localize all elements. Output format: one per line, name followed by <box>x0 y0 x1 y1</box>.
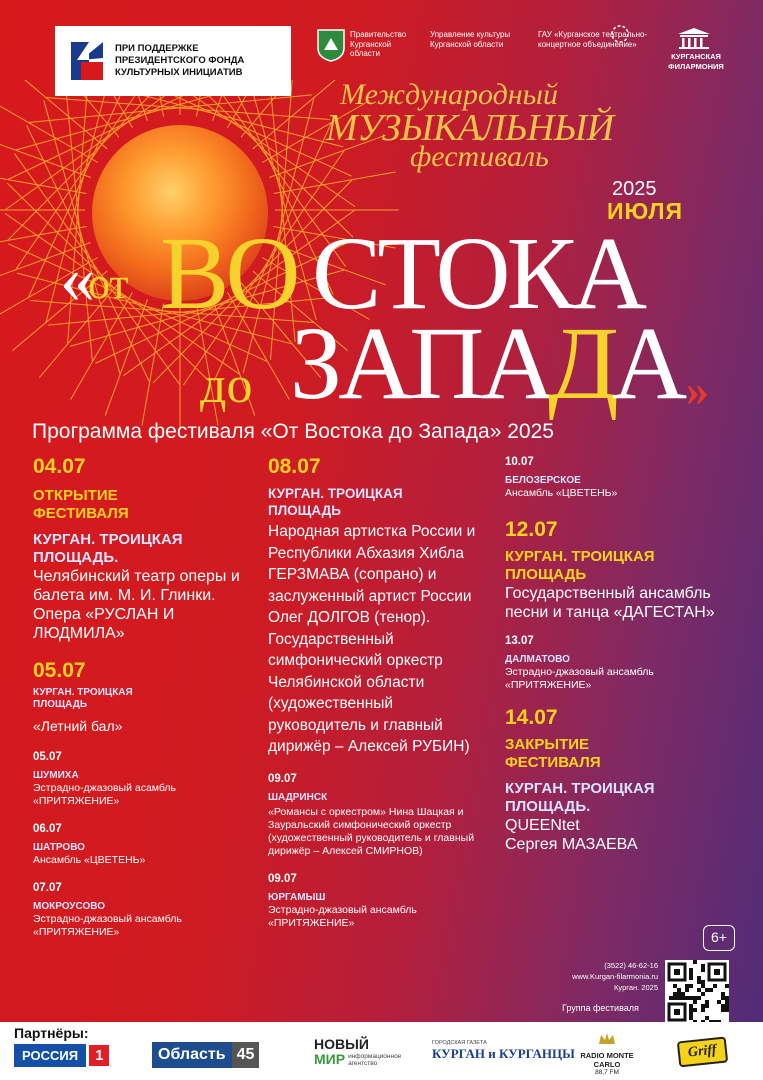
qr-module <box>693 1008 697 1012</box>
event-place: ЮРГАМЫШ <box>268 891 326 903</box>
partner-monte-carlo-freq: 88,7 FM <box>595 1069 619 1076</box>
name-stoka: СТОКА <box>312 216 644 331</box>
city-year: Курган. 2025 <box>614 983 658 992</box>
pfki-flag-icon <box>67 38 107 84</box>
org-concert-association: ГАУ «Курганское театрально-концертное объединение» <box>538 30 648 49</box>
festival-group-label: Группа фестиваля <box>562 1003 639 1013</box>
qr-module <box>721 996 725 1000</box>
qr-module <box>677 996 681 1000</box>
partners-label: Партнёры: <box>14 1025 89 1041</box>
qr-module <box>721 992 725 996</box>
qr-module <box>725 984 729 988</box>
partner-oblast45-text: Область <box>152 1042 232 1068</box>
qr-module <box>689 984 693 988</box>
name-close-arrows: » <box>686 364 709 415</box>
qr-module <box>725 996 729 1000</box>
qr-module <box>673 984 677 988</box>
event-description: Ансамбль «ЦВЕТЕНЬ» <box>33 854 146 866</box>
name-do: до <box>200 357 253 414</box>
event-description: Сергея МАЗАЕВА <box>505 836 638 853</box>
partner-griff-text: Griff <box>677 1037 728 1068</box>
partner-monte-carlo-text: RADIO MONTE CARLO <box>580 1051 634 1069</box>
qr-module <box>693 960 697 964</box>
event-place: ШУМИХА <box>33 770 79 781</box>
phone-number: (3522) 46-62-16 <box>604 961 658 970</box>
event-heading-opening: ОТКРЫТИЕ ФЕСТИВАЛЯ <box>33 487 129 522</box>
event-date: 05.07 <box>33 751 62 763</box>
qr-module <box>685 996 689 1000</box>
event-date: 14.07 <box>505 706 558 729</box>
partner-oblast45-logo <box>152 1040 259 1070</box>
partner-russia1-text: РОССИЯ <box>14 1044 86 1067</box>
event-place: КУРГАН. ТРОИЦКАЯ ПЛОЩАДЬ <box>505 548 655 583</box>
qr-module <box>725 1000 729 1004</box>
qr-module <box>685 988 689 992</box>
name-zapa: ЗАПА <box>290 306 552 421</box>
qr-module <box>701 984 705 988</box>
event-date: 06.07 <box>33 823 62 835</box>
event-date: 12.07 <box>505 518 558 541</box>
event-heading-closing: ЗАКРЫТИЕ ФЕСТИВАЛЯ <box>505 736 601 771</box>
event-place: КУРГАН. ТРОИЦКАЯ ПЛОЩАДЬ. <box>33 531 183 566</box>
event-date: 09.07 <box>268 872 297 885</box>
qr-module <box>701 992 705 996</box>
festival-month: ИЮЛЯ <box>607 198 684 224</box>
qr-module <box>701 1004 705 1008</box>
qr-module <box>705 1016 709 1020</box>
partner-griff-logo <box>678 1036 727 1068</box>
qr-module <box>701 964 705 968</box>
qr-module <box>701 1008 705 1012</box>
qr-module <box>681 996 685 1000</box>
qr-module <box>697 980 701 984</box>
age-rating-badge: 6+ <box>703 925 735 951</box>
qr-module <box>701 968 705 972</box>
event-place: БЕЛОЗЕРСКОЕ <box>505 475 581 486</box>
event-date: 04.07 <box>33 455 86 478</box>
qr-module <box>697 988 701 992</box>
event-description: Ансамбль «ЦВЕТЕНЬ» <box>505 487 618 499</box>
qr-module <box>705 1000 709 1004</box>
name-ot: от <box>88 259 129 308</box>
event-description: QUEENtet <box>505 817 580 834</box>
event-date: 09.07 <box>268 772 297 785</box>
event-description: «Летний бал» <box>33 718 123 734</box>
qr-module <box>721 1004 725 1008</box>
partner-kurgan-newspaper-text: КУРГАН и КУРГАНЦЫ <box>432 1046 575 1061</box>
name-a: А <box>612 306 688 421</box>
program-column-2 <box>268 455 493 930</box>
event-date: 13.07 <box>505 635 534 647</box>
qr-module <box>697 976 701 980</box>
title-international: Международный <box>340 78 558 111</box>
qr-module <box>725 1004 729 1008</box>
event-description: Народная артистка России и Республики Абхазия Хибла ГЕРЗМАВА (сопрано) и заслуженный артист России Олег ДОЛГОВ (тенор). Государственный симфонический оркестр Челябинской области (художественный руководитель и главный дирижёр – Алексей РУБИН) <box>268 523 476 755</box>
event-place: МОКРОУСОВО <box>33 901 106 912</box>
partner-novy-mir-logo <box>314 1037 408 1071</box>
ray-line <box>105 299 147 415</box>
philharmonic-building-icon <box>676 26 712 50</box>
festival-year: 2025 <box>612 178 657 200</box>
event-description: Эстрадно-джазовый ансамбль «ПРИТЯЖЕНИЕ» <box>268 903 417 929</box>
crown-icon <box>598 1032 616 1046</box>
qr-module <box>725 1008 729 1012</box>
qr-module <box>689 1012 693 1016</box>
program-column-3 <box>505 455 735 854</box>
qr-module <box>689 976 693 980</box>
qr-module <box>697 996 701 1000</box>
qr-module <box>677 988 681 992</box>
partner-kurgan-newspaper-top: ГОРОДСКАЯ ГАЗЕТА <box>432 1040 487 1046</box>
event-description: Эстрадно-джазовый асамбль «ПРИТЯЖЕНИЕ» <box>33 782 177 807</box>
title-festival: фестиваль <box>410 140 549 173</box>
pfki-text: ПРИ ПОДДЕРЖКЕ ПРЕЗИДЕНТСКОГО ФОНДА КУЛЬТУРНЫХ ИНИЦИАТИВ <box>115 43 245 78</box>
event-place: КУРГАН. ТРОИЦКАЯ ПЛОЩАДЬ <box>268 486 403 518</box>
qr-code-icon[interactable] <box>665 960 729 1024</box>
name-open-quote: « <box>60 241 95 318</box>
partner-russia1-num: 1 <box>89 1045 109 1066</box>
event-place: ШАТРОВО <box>33 842 85 853</box>
qr-module <box>693 1000 697 1004</box>
event-description: Челябинский театр оперы и балета им. М. И. Глинки. Опера «РУСЛАН И ЛЮДМИЛА» <box>33 568 240 642</box>
event-date: 08.07 <box>268 455 321 478</box>
qr-module <box>677 992 681 996</box>
program-title: Программа фестиваля «От Востока до Запада» 2025 <box>32 420 554 443</box>
event-date: 07.07 <box>33 882 62 894</box>
event-date: 10.07 <box>505 456 534 468</box>
title-musical: МУЗЫКАЛЬНЫЙ <box>326 107 614 149</box>
event-date: 05.07 <box>33 659 86 682</box>
partner-kurgan-newspaper-logo <box>432 1040 575 1068</box>
partner-novy-mir-a: НОВЫЙ <box>314 1036 369 1052</box>
qr-module <box>693 996 697 1000</box>
concert-association-icon <box>610 24 630 44</box>
partner-monte-carlo-logo <box>566 1032 648 1076</box>
name-d: Д <box>548 306 619 421</box>
qr-module <box>689 972 693 976</box>
contacts-block <box>540 960 658 993</box>
qr-module <box>717 1000 721 1004</box>
event-description: Эстрадно-джазовый ансамбль «ПРИТЯЖЕНИЕ» <box>505 666 654 691</box>
website-link[interactable]: www.Kurgan-filarmonia.ru <box>572 972 658 981</box>
event-description: «Романсы с оркестром» Нина Шацкая и Зауральский симфонический оркестр (художественный руководитель и главный дирижёр – Алексей СМИРНОВ) <box>268 805 475 857</box>
partner-russia1-logo <box>14 1043 109 1067</box>
pfki-support-logo <box>55 26 291 96</box>
qr-module <box>689 1016 693 1020</box>
qr-module <box>689 1004 693 1008</box>
qr-module <box>713 984 717 988</box>
qr-module <box>689 996 693 1000</box>
partner-novy-mir-b: МИР <box>314 1051 346 1067</box>
qr-module <box>669 996 673 1000</box>
org-culture-department: Управление культуры Курганской области <box>430 30 511 49</box>
qr-module <box>709 988 713 992</box>
qr-module <box>673 996 677 1000</box>
org-philharmonic: КУРГАНСКАЯ ФИЛАРМОНИЯ <box>668 52 724 71</box>
event-description: Эстрадно-джазовый ансамбль «ПРИТЯЖЕНИЕ» <box>33 913 182 938</box>
partner-oblast45-num: 45 <box>232 1042 260 1068</box>
event-description: Государственный ансамбль песни и танца «ДАГЕСТАН» <box>505 585 715 621</box>
qr-module <box>701 980 705 984</box>
name-vo: ВО <box>160 216 297 331</box>
event-place: ШАДРИНСК <box>268 791 328 803</box>
kurgan-region-emblem-icon <box>316 28 346 62</box>
qr-module <box>689 968 693 972</box>
qr-module <box>681 992 685 996</box>
qr-module <box>685 984 689 988</box>
event-place: КУРГАН. ТРОИЦКАЯ ПЛОЩАДЬ <box>33 687 133 710</box>
qr-module <box>673 992 677 996</box>
qr-module <box>689 1008 693 1012</box>
qr-module <box>705 1004 709 1008</box>
qr-module <box>705 988 709 992</box>
qr-module <box>721 1008 725 1012</box>
program-column-1 <box>33 455 258 939</box>
event-place: КУРГАН. ТРОИЦКАЯ ПЛОЩАДЬ. <box>505 780 655 815</box>
partner-novy-mir-c: информационное агентство <box>348 1052 402 1067</box>
event-place: ДАЛМАТОВО <box>505 654 570 665</box>
org-government: Правительство Курганской области <box>350 30 407 58</box>
